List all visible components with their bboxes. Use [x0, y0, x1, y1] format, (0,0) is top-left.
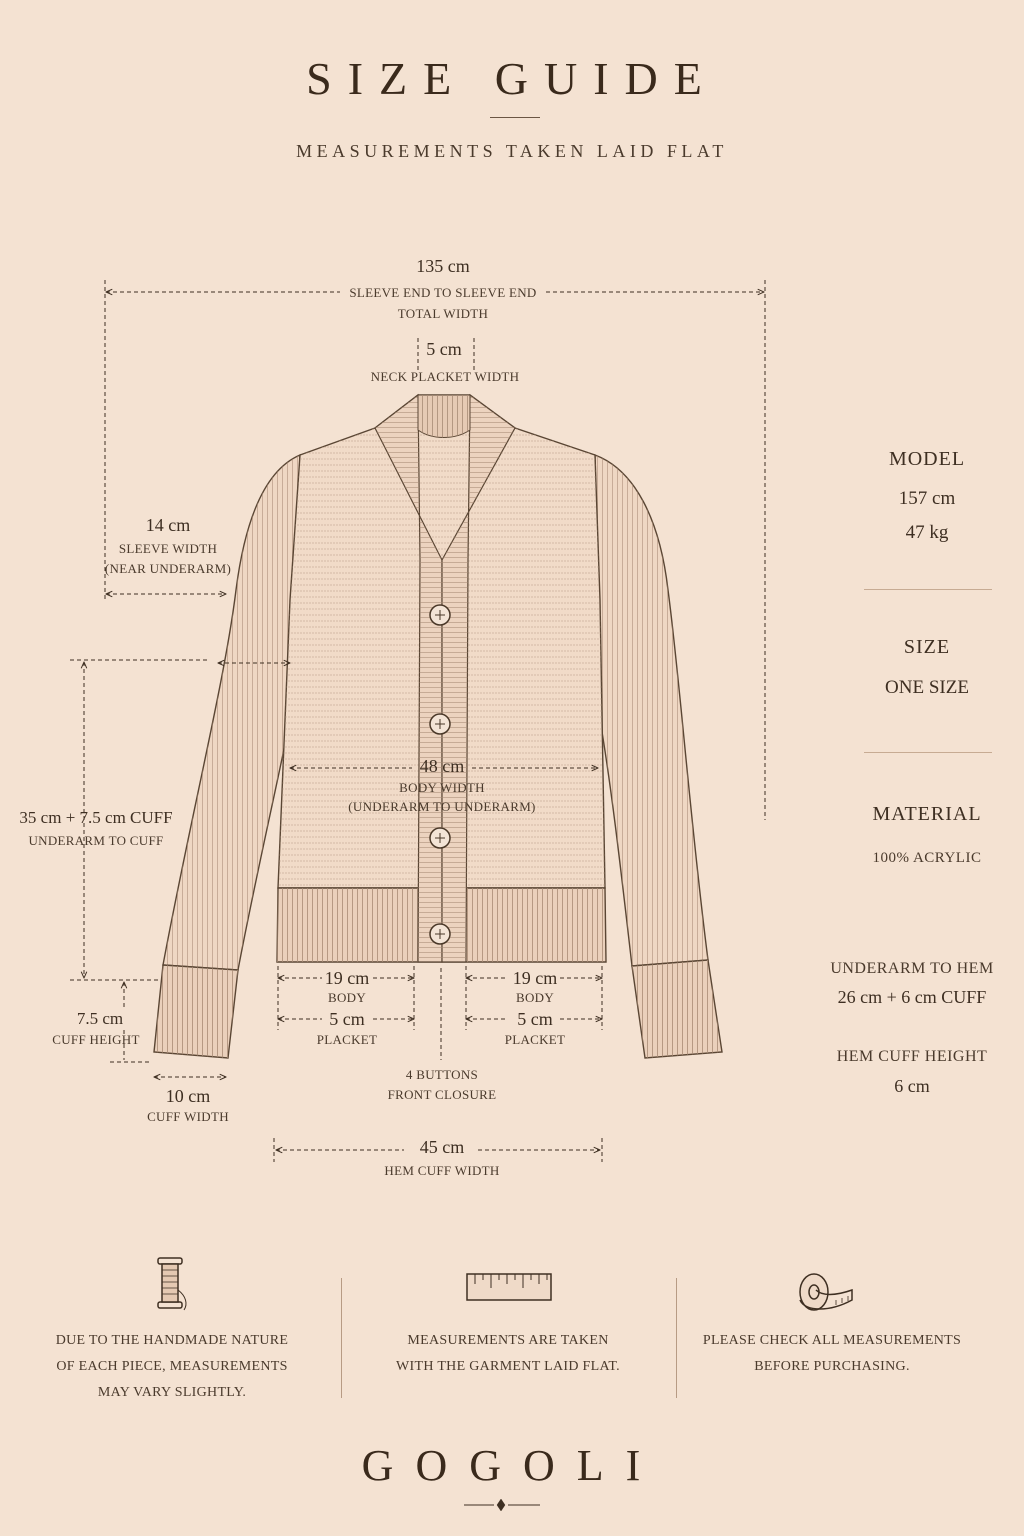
page-subtitle: MEASUREMENTS TAKEN LAID FLAT: [296, 141, 728, 161]
underarm-to-cuff-value: 35 cm + 7.5 cm CUFF: [19, 808, 173, 827]
sleeve-width-label: SLEEVE WIDTH: [118, 541, 218, 556]
cardigan-body: [277, 395, 606, 962]
hem-cuff-height-heading: HEM CUFF HEIGHT: [836, 1048, 988, 1065]
model-weight: 47 kg: [905, 522, 949, 543]
body-width-sublabel: (UNDERARM TO UNDERARM): [348, 799, 536, 814]
ruler-icon: [467, 1274, 551, 1300]
material-heading: MATERIAL: [872, 803, 982, 825]
hem-cuff-width-label: HEM CUFF WIDTH: [384, 1163, 500, 1178]
measuring-tape-icon: [800, 1274, 852, 1310]
right-sleeve: [595, 455, 722, 1058]
note-line: OF EACH PIECE, MEASUREMENTS: [56, 1359, 288, 1374]
placket-right-label: PLACKET: [504, 1032, 566, 1047]
sleeve-width-value: 14 cm: [145, 515, 191, 535]
sleeve-width-sublabel: (NEAR UNDERARM): [104, 561, 232, 576]
note-laid-flat: [362, 1328, 654, 1380]
underarm-to-hem-heading: UNDERARM TO HEM: [830, 960, 994, 977]
placket-left-label: PLACKET: [316, 1032, 378, 1047]
body-width-value: 48 cm: [419, 756, 465, 776]
thread-spool-icon: [158, 1258, 186, 1310]
brand-ornament: [464, 1499, 540, 1511]
note-check: [690, 1328, 974, 1380]
cuff-width-value: 10 cm: [165, 1086, 211, 1106]
sidebar-divider: [864, 589, 992, 590]
placket-left-value: 5 cm: [329, 1009, 365, 1029]
notes-divider: [676, 1278, 677, 1398]
underarm-to-hem-value: 26 cm + 6 cm CUFF: [837, 987, 987, 1007]
size-heading: SIZE: [903, 636, 951, 658]
model-height: 157 cm: [898, 488, 956, 509]
cuff-height-value: 7.5 cm: [76, 1009, 124, 1028]
note-handmade: [30, 1328, 314, 1406]
body-width-label: BODY WIDTH: [399, 780, 485, 795]
note-line: PLEASE CHECK ALL MEASUREMENTS: [702, 1333, 962, 1348]
brand-logo: GOGOLI: [361, 1441, 663, 1490]
cuff-height-label: CUFF HEIGHT: [52, 1032, 140, 1047]
note-line: BEFORE PURCHASING.: [754, 1359, 910, 1374]
page-title: SIZE GUIDE: [306, 53, 718, 104]
neck-placket-value: 5 cm: [426, 339, 462, 359]
material-value: 100% ACRYLIC: [872, 850, 982, 866]
total-width-label: SLEEVE END TO SLEEVE END: [349, 285, 537, 300]
body-right-label: BODY: [515, 990, 555, 1005]
placket-right-value: 5 cm: [517, 1009, 553, 1029]
notes-divider: [341, 1278, 342, 1398]
body-left-value: 19 cm: [324, 968, 370, 988]
total-width-sublabel: TOTAL WIDTH: [397, 306, 489, 321]
model-heading: MODEL: [888, 448, 966, 470]
total-width-value: 135 cm: [416, 256, 470, 276]
sidebar-divider: [864, 752, 992, 753]
hem-cuff-width-value: 45 cm: [419, 1137, 465, 1157]
note-line: MAY VARY SLIGHTLY.: [97, 1385, 247, 1400]
body-left-label: BODY: [327, 990, 367, 1005]
underarm-to-cuff-label: UNDERARM TO CUFF: [28, 833, 164, 848]
note-line: DUE TO THE HANDMADE NATURE: [55, 1333, 289, 1348]
cuff-width-label: CUFF WIDTH: [147, 1109, 229, 1124]
hem-cuff-height-value: 6 cm: [894, 1076, 930, 1096]
body-right-value: 19 cm: [512, 968, 558, 988]
size-value: ONE SIZE: [885, 677, 969, 698]
note-line: WITH THE GARMENT LAID FLAT.: [396, 1359, 620, 1374]
neck-placket-label: NECK PLACKET WIDTH: [370, 369, 520, 384]
buttons-label: 4 BUTTONS: [405, 1067, 479, 1082]
note-line: MEASUREMENTS ARE TAKEN: [407, 1333, 609, 1348]
buttons-sublabel: FRONT CLOSURE: [387, 1087, 497, 1102]
